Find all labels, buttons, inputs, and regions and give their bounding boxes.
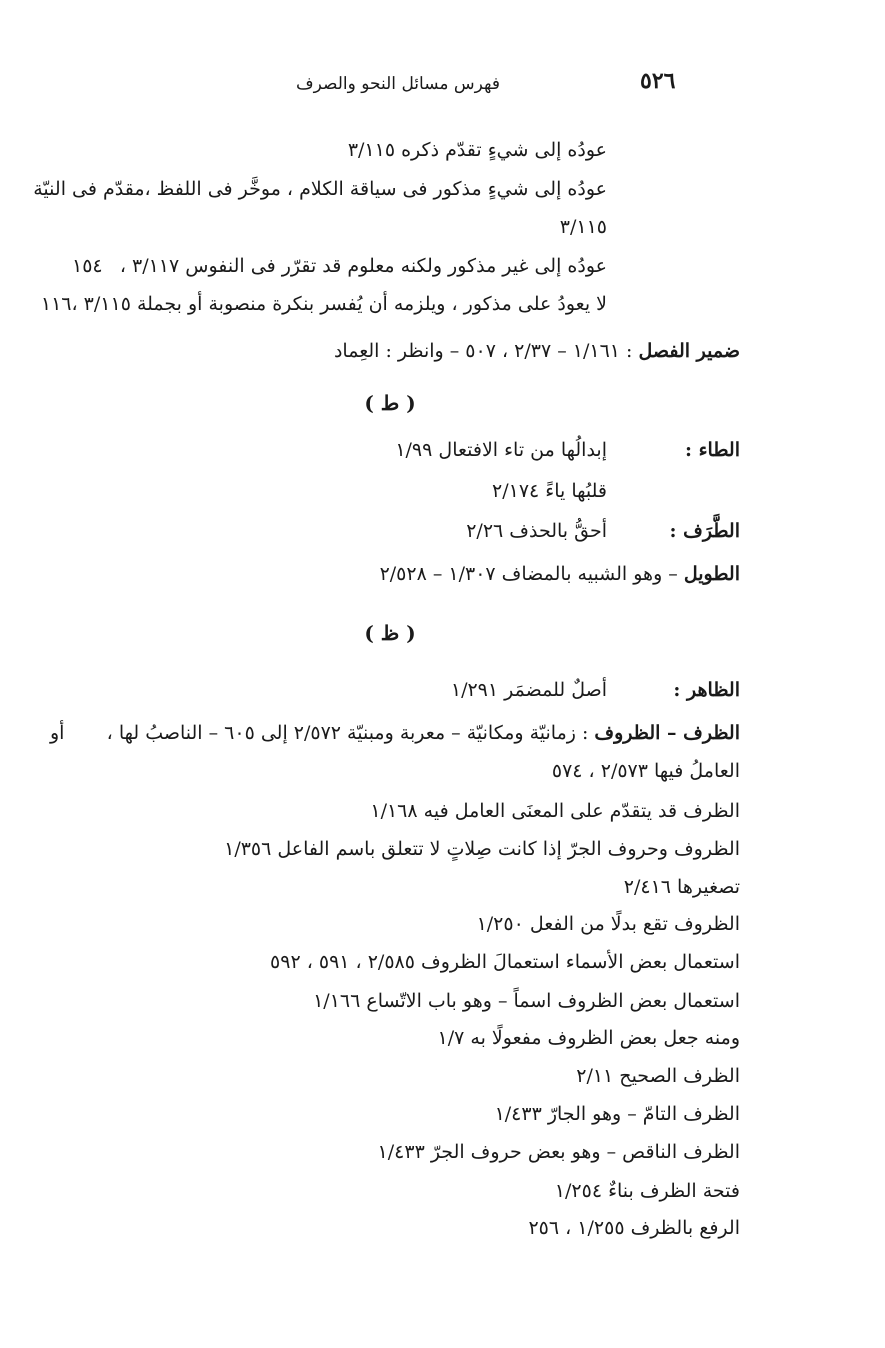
index-line: استعمال بعض الأسماء استعمالَ الظروف ٢/٥٨٥ ، ٥٩١ ، ٥٩٢ [270,951,740,973]
index-line: قلبُها ياءً ٢/١٧٤ [492,480,607,502]
entry-headword: الظاهر : [673,679,740,701]
index-line [33,175,607,203]
index-line-segment: مقدّم فى النيّة [33,178,145,200]
index-line: الظروف وحروف الجرّ إذا كانت صِلاتٍ لا تتعلق باسم الفاعل ١/٣٥٦ [224,838,740,860]
index-line: ٣/١١٥ [559,216,607,238]
index-line-segment: ١٥٤ [72,255,103,277]
page-number: ٥٢٦ [640,68,676,94]
index-line: الظرف الصحيح ٢/١١ [576,1065,740,1087]
index-line: أحقُّ بالحذف ٢/٢٦ [466,520,607,542]
index-line: الظرف قد يتقدّم على المعنَى العامل فيه ١/١٦٨ [370,800,740,822]
index-line-segment: عودُه إلى غير مذكور ولكنه معلوم قد تقرّر فى النفوس ٣/١١٧ ، [119,255,607,277]
index-line: الظرف التامّ – وهو الجارّ ١/٤٣٣ [494,1103,740,1125]
index-line-segment: ١١٦ [40,293,72,315]
index-line: أصلٌ للمضمَر ١/٢٩١ [450,679,607,701]
entry-headword: الطاء : [684,439,740,461]
index-line: تصغيرها ٢/٤١٦ [623,876,740,898]
index-entry-damir-al-fasl [334,337,740,365]
index-line-segment: لا يعودُ على مذكور ، ويلزمه أن يُفسر بنكرة منصوبة أو بجملة ٣/١١٥ ، [71,293,607,315]
section-letter-za: ( ظ ) [364,621,416,645]
index-line-segment: عودُه إلى شيءٍ مذكور فى سياقة الكلام ، موخَّر فى اللفظ ، [144,178,607,200]
index-line [72,252,607,280]
index-line: إبدالُها من تاء الافتعال ١/٩٩ [395,439,607,461]
entry-headword: ضمير الفصل [638,340,740,362]
index-line: الرفع بالظرف ١/٢٥٥ ، ٢٥٦ [528,1217,740,1239]
entry-references: : زمانيّة ومكانيّة – معربة ومبنيّة ٢/٥٧٢ إلى ٦٠٥ – الناصبُ لها ، [106,722,589,744]
index-line: فتحة الظرف بناءٌ ١/٢٥٤ [554,1180,740,1202]
entry-headword: الطويل [683,563,740,585]
entry-references: – وهو الشبيه بالمضاف ١/٣٠٧ – ٢/٥٢٨ [379,563,678,585]
entry-headword: الظرف – الظروف [594,722,740,744]
index-entry-zarf [50,719,740,747]
entry-headword: الطَّرَف : [669,520,740,542]
index-line [40,290,607,318]
index-entry-tawil [380,560,740,588]
running-header-title: فهرس مسائل النحو والصرف [295,74,500,94]
index-line: استعمال بعض الظروف اسماً – وهو باب الاتّساع ١/١٦٦ [313,990,740,1012]
index-line: الظروف تقع بدلًا من الفعل ١/٢٥٠ [476,913,740,935]
section-letter-ta: ( ط ) [364,391,416,415]
index-line: عودُه إلى شيءٍ تقدّم ذكره ٣/١١٥ [347,139,607,161]
index-line: الظرف الناقص – وهو بعض حروف الجرّ ١/٤٣٣ [377,1141,740,1163]
index-line: ومنه جعل بعض الظروف مفعولًا به ١/٧ [437,1027,740,1049]
index-line-segment [107,719,740,747]
index-line: العاملُ فيها ٢/٥٧٣ ، ٥٧٤ [551,760,740,782]
index-line-segment: أو [50,722,65,744]
entry-references: : ١/١٦١ – ٢/٣٧ ، ٥٠٧ – وانظر : العِماد [333,340,633,362]
